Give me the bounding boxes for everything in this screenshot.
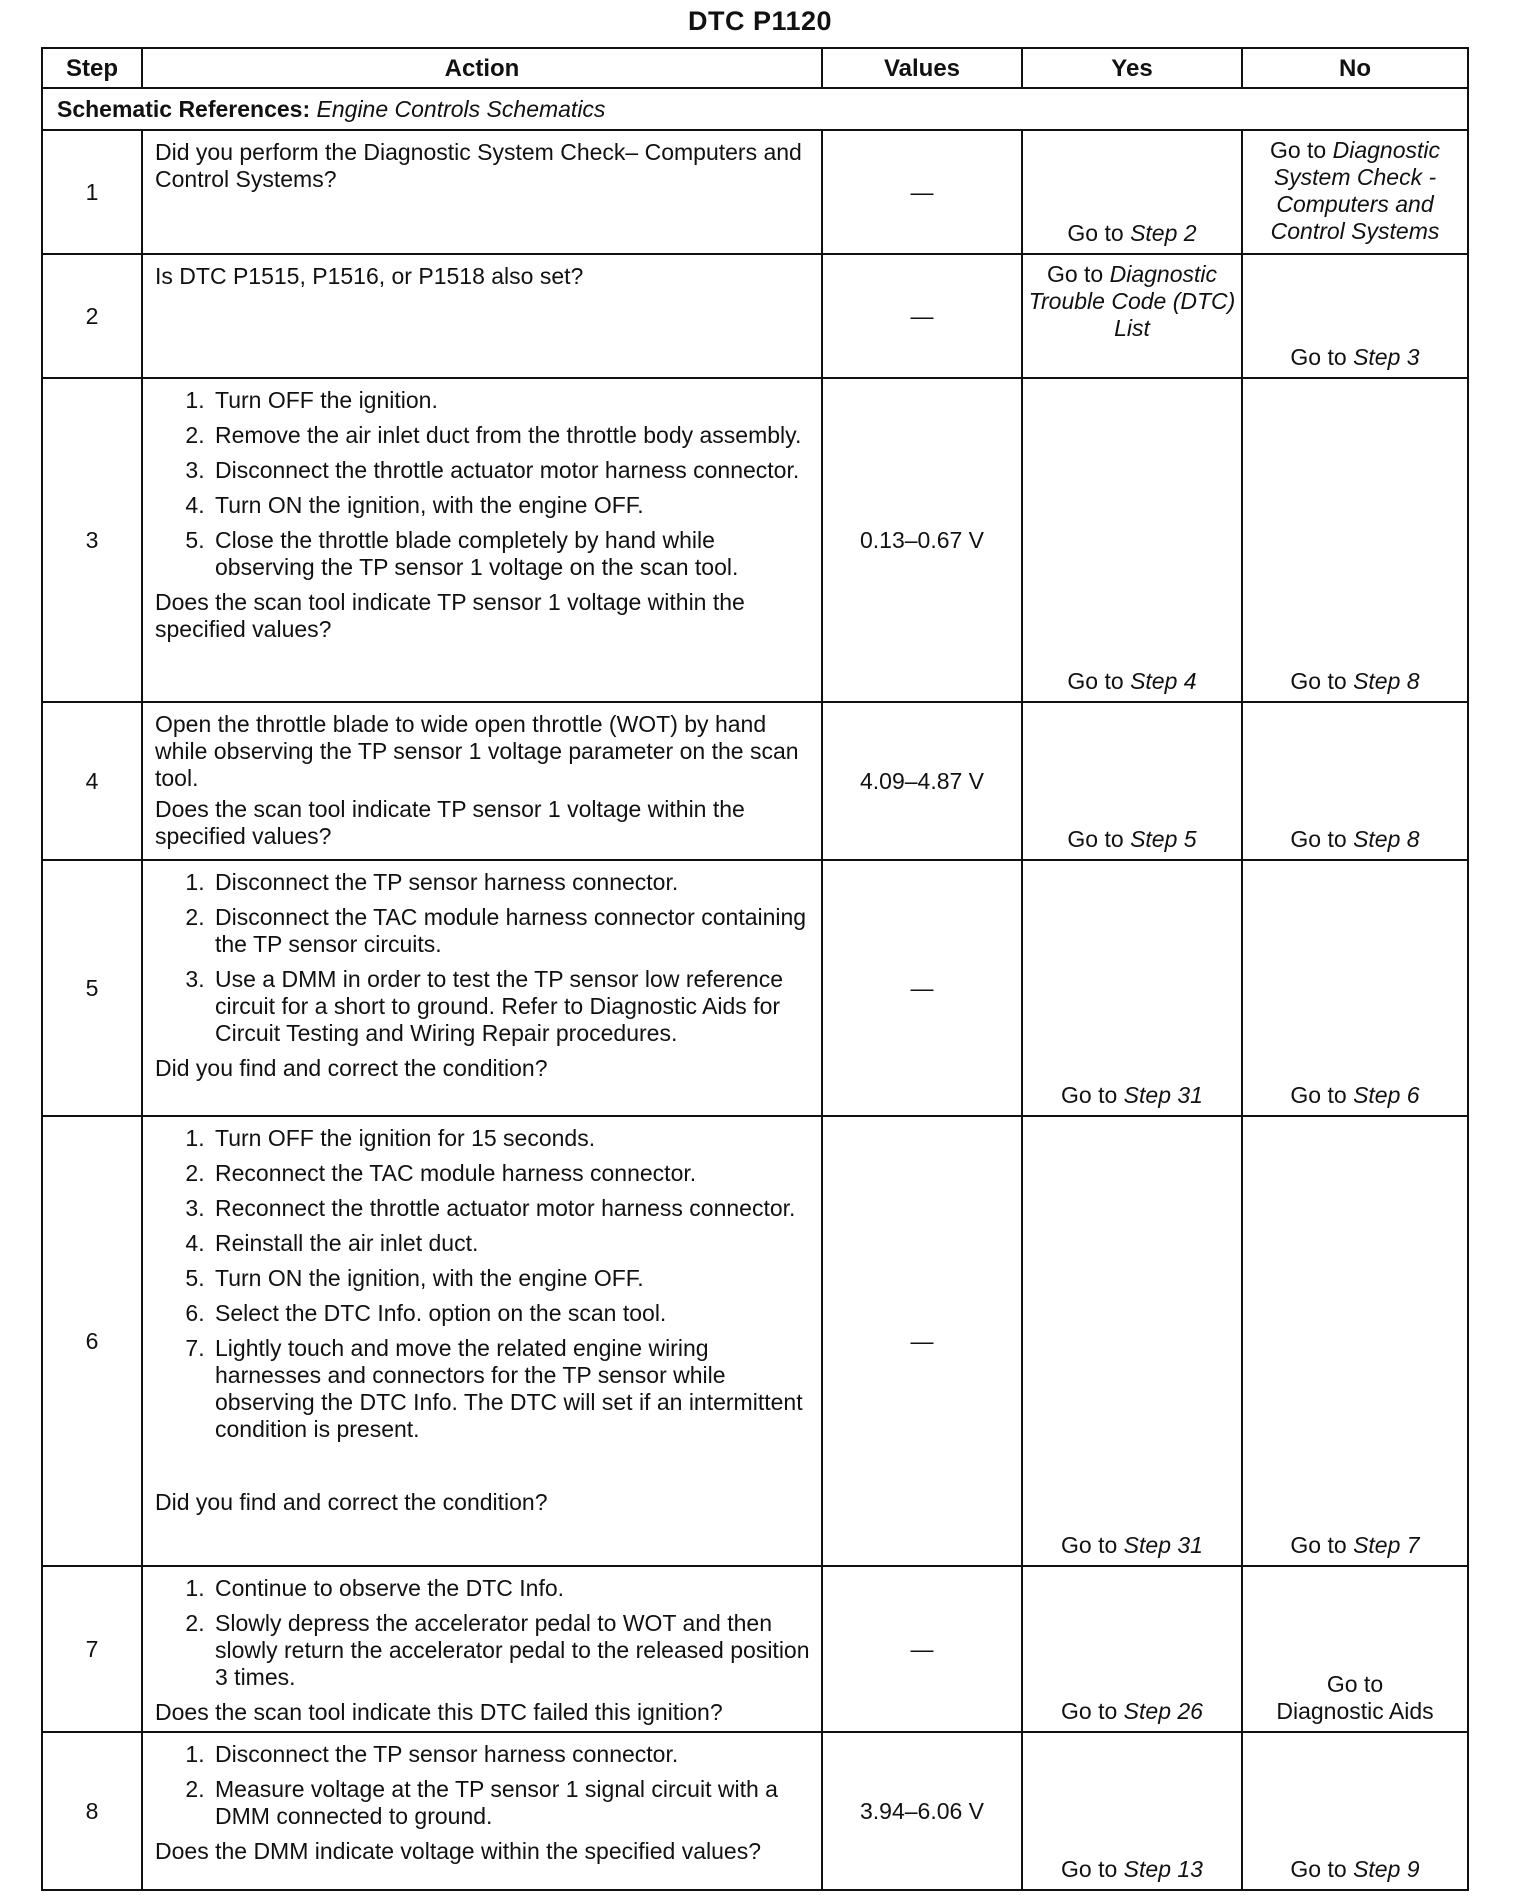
schematic-references-row (42, 88, 1468, 130)
procedure-step: 5. Turn ON the ignition, with the engine OFF. (211, 1265, 813, 1292)
yes-cell[interactable]: Go to Step 31 (1022, 860, 1242, 1116)
yes-cell[interactable]: Go to Step 5 (1022, 702, 1242, 860)
yes-cell[interactable]: Go to Step 26 (1022, 1566, 1242, 1732)
no-cell[interactable]: Go to Step 3 (1242, 254, 1468, 378)
step-number: 4 (42, 702, 142, 860)
procedure-step: 1. Turn OFF the ignition. (211, 387, 813, 414)
no-target: Step 3 (1353, 344, 1420, 370)
schematic-reference-link[interactable]: Engine Controls Schematics (316, 95, 606, 122)
header-yes: Yes (1022, 48, 1242, 88)
step-number: 8 (42, 1732, 142, 1890)
procedure-step: 5. Close the throttle blade completely by hand while observing the TP sensor 1 voltage on the scan tool. (211, 527, 813, 581)
action-cell (142, 1732, 822, 1890)
procedure-list (155, 869, 813, 1047)
table-row (42, 254, 1468, 378)
yes-target: Step 5 (1130, 826, 1197, 852)
action-cell (142, 130, 822, 254)
yes-cell[interactable]: Go to Step 2 (1022, 130, 1242, 254)
yes-cell[interactable]: Go to Step 13 (1022, 1732, 1242, 1890)
diagnostic-table (41, 47, 1469, 1891)
no-cell[interactable]: Go to Diagnostic System Check - Computers and Control Systems (1242, 130, 1468, 254)
no-cell[interactable]: Go to Step 9 (1242, 1732, 1468, 1890)
value-cell: — (822, 860, 1022, 1116)
action-question: Does the scan tool indicate TP sensor 1 voltage within the specified values? (155, 589, 745, 642)
step-number: 6 (42, 1116, 142, 1566)
no-cell[interactable]: Go to Step 6 (1242, 860, 1468, 1116)
step-number: 7 (42, 1566, 142, 1732)
yes-target: Step 31 (1123, 1082, 1203, 1108)
yes-target: Diagnostic Trouble Code (DTC) List (1028, 261, 1236, 341)
action-question: Does the scan tool indicate TP sensor 1 voltage within the specified values? (155, 796, 745, 849)
procedure-step: 1. Continue to observe the DTC Info. (211, 1575, 813, 1602)
value-cell: — (822, 254, 1022, 378)
header-no: No (1242, 48, 1468, 88)
yes-target: Step 13 (1123, 1856, 1203, 1882)
value-cell: — (822, 130, 1022, 254)
table-row (42, 1566, 1468, 1732)
no-target: Step 8 (1353, 826, 1420, 852)
action-question: Did you find and correct the condition? (155, 1055, 548, 1081)
procedure-step: 2. Measure voltage at the TP sensor 1 signal circuit with a DMM connected to ground. (211, 1776, 813, 1830)
yes-target: Step 26 (1123, 1698, 1203, 1724)
action-cell (142, 860, 822, 1116)
action-text: Open the throttle blade to wide open throttle (WOT) by hand while observing the TP sensor 1 voltage parameter on the scan tool. (155, 711, 799, 791)
procedure-step: 1. Disconnect the TP sensor harness connector. (211, 869, 813, 896)
yes-target: Step 2 (1130, 220, 1197, 246)
header-step: Step (42, 48, 142, 88)
no-target: Step 8 (1353, 668, 1420, 694)
step-number: 2 (42, 254, 142, 378)
procedure-step: 3. Use a DMM in order to test the TP sensor low reference circuit for a short to ground. Refer to Diagnostic Aids for Circuit Testing and Wiring Repair procedures. (211, 966, 813, 1047)
procedure-step: 4. Reinstall the air inlet duct. (211, 1230, 813, 1257)
no-cell[interactable]: Go to Diagnostic Aids (1242, 1566, 1468, 1732)
procedure-step: 3. Disconnect the throttle actuator motor harness connector. (211, 457, 813, 484)
yes-target: Step 31 (1123, 1532, 1203, 1558)
value-cell: — (822, 1116, 1022, 1566)
action-question: Did you find and correct the condition? (155, 1489, 548, 1515)
action-question: Does the DMM indicate voltage within the specified values? (155, 1838, 761, 1864)
action-cell (142, 1566, 822, 1732)
action-cell (142, 702, 822, 860)
step-number: 3 (42, 378, 142, 702)
procedure-step: 2. Slowly depress the accelerator pedal to WOT and then slowly return the accelerator pedal to the released position 3 times. (211, 1610, 813, 1691)
no-target: Step 6 (1353, 1082, 1420, 1108)
table-row (42, 1116, 1468, 1566)
table-row (42, 378, 1468, 702)
no-cell[interactable]: Go to Step 8 (1242, 378, 1468, 702)
table-row (42, 702, 1468, 860)
page-title: DTC P1120 (687, 6, 833, 36)
procedure-list (155, 1741, 813, 1830)
action-cell (142, 1116, 822, 1566)
schematic-references (42, 88, 1468, 130)
action-question: Does the scan tool indicate this DTC failed this ignition? (155, 1699, 723, 1725)
value-cell: — (822, 1566, 1022, 1732)
procedure-list (155, 1575, 813, 1691)
yes-cell[interactable]: Go to Step 4 (1022, 378, 1242, 702)
action-text: Is DTC P1515, P1516, or P1518 also set? (155, 263, 584, 289)
header-action: Action (142, 48, 822, 88)
procedure-list (155, 1125, 813, 1443)
yes-cell[interactable]: Go to Step 31 (1022, 1116, 1242, 1566)
header-values: Values (822, 48, 1022, 88)
schematic-label: Schematic References: (57, 95, 311, 122)
procedure-step: 6. Select the DTC Info. option on the scan tool. (211, 1300, 813, 1327)
action-cell (142, 378, 822, 702)
procedure-step: 1. Disconnect the TP sensor harness connector. (211, 1741, 813, 1768)
procedure-step: 2. Disconnect the TAC module harness connector containing the TP sensor circuits. (211, 904, 813, 958)
value-cell: 0.13–0.67 V (822, 378, 1022, 702)
procedure-step: 4. Turn ON the ignition, with the engine OFF. (211, 492, 813, 519)
step-number: 5 (42, 860, 142, 1116)
header-row (42, 48, 1468, 88)
procedure-step: 2. Reconnect the TAC module harness connector. (211, 1160, 813, 1187)
procedure-step: 7. Lightly touch and move the related engine wiring harnesses and connectors for the TP sensor while observing the DTC Info. The DTC will set if an intermittent condition is present. (211, 1335, 813, 1443)
no-cell[interactable]: Go to Step 7 (1242, 1116, 1468, 1566)
step-number: 1 (42, 130, 142, 254)
no-target: Step 7 (1353, 1532, 1420, 1558)
table-row (42, 130, 1468, 254)
yes-cell[interactable]: Go to Diagnostic Trouble Code (DTC) List (1022, 254, 1242, 378)
no-target: Diagnostic System Check - Computers and Control Systems (1270, 137, 1441, 244)
procedure-step: 2. Remove the air inlet duct from the throttle body assembly. (211, 422, 813, 449)
value-cell: 4.09–4.87 V (822, 702, 1022, 860)
action-cell (142, 254, 822, 378)
table-row (42, 1732, 1468, 1890)
no-cell[interactable]: Go to Step 8 (1242, 702, 1468, 860)
procedure-list (155, 387, 813, 581)
no-target: Step 9 (1353, 1856, 1420, 1882)
procedure-step: 3. Reconnect the throttle actuator motor harness connector. (211, 1195, 813, 1222)
procedure-step: 1. Turn OFF the ignition for 15 seconds. (211, 1125, 813, 1152)
value-cell: 3.94–6.06 V (822, 1732, 1022, 1890)
no-target: Diagnostic Aids (1276, 1698, 1434, 1724)
table-row (42, 860, 1468, 1116)
yes-target: Step 4 (1130, 668, 1197, 694)
action-text: Did you perform the Diagnostic System Check– Computers and Control Systems? (155, 139, 802, 192)
